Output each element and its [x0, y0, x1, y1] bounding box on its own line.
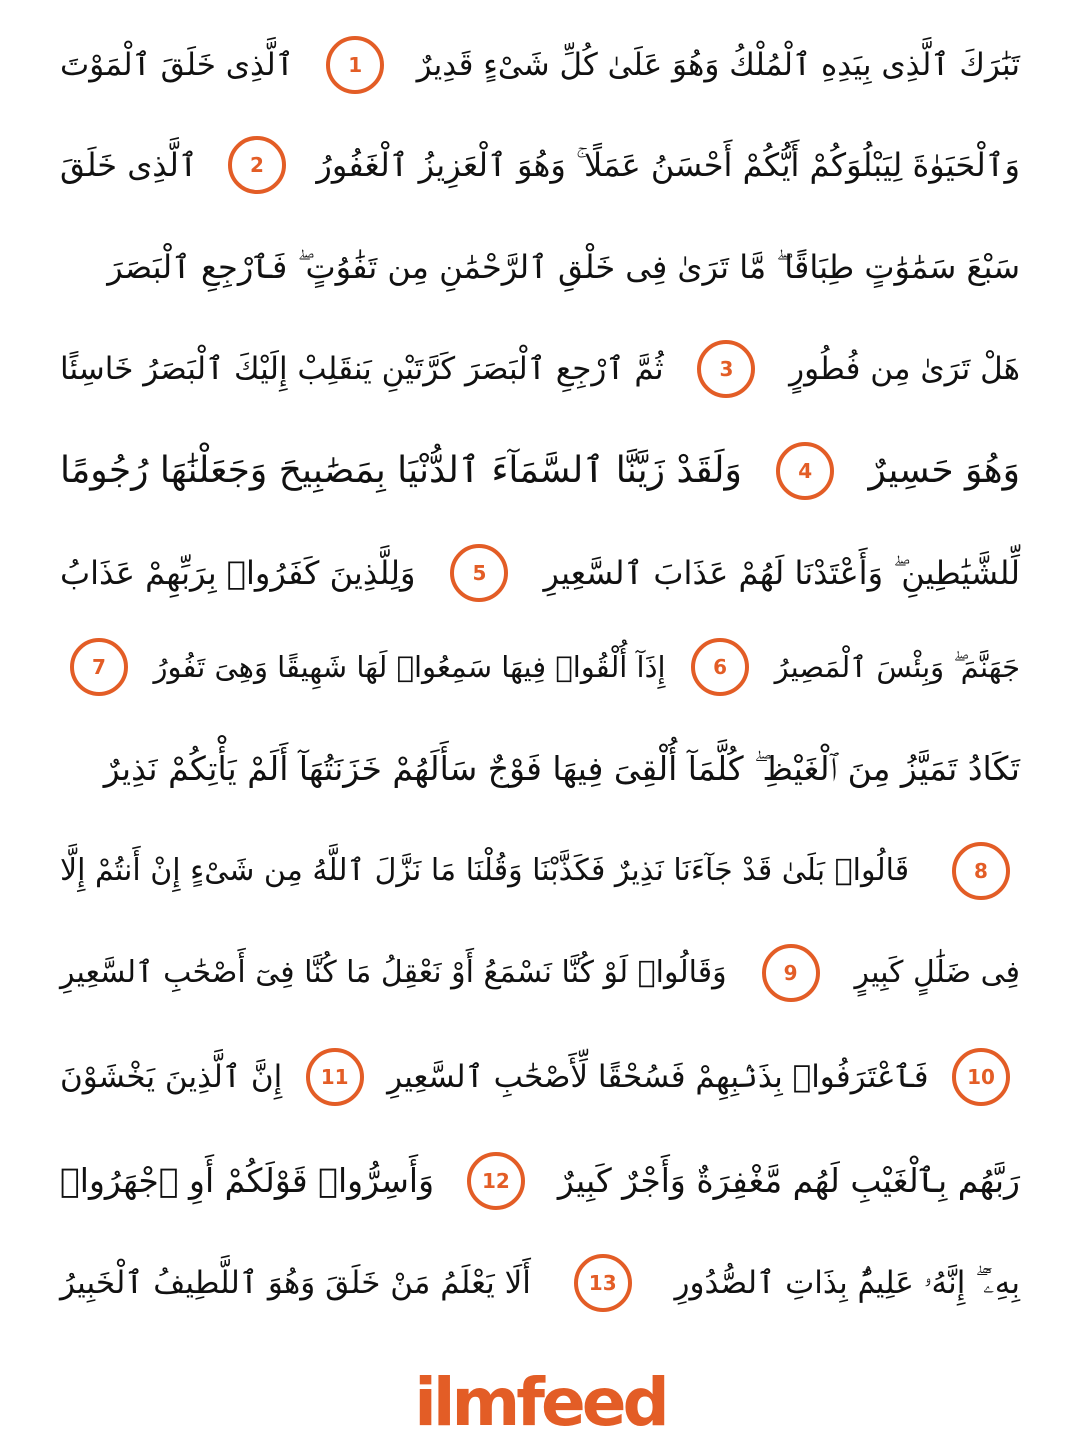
verse-text: فِى ضَلَٰلٍ كَبِيرٍ — [854, 955, 1020, 990]
ayah-number: 13 — [588, 1271, 617, 1295]
verse-text: لِّلشَّيَٰطِينِ ۖ وَأَعْتَدْنَا لَهُمْ عَذَابَ ٱلسَّعِيرِ — [543, 554, 1020, 592]
ayah-number-marker — [228, 136, 286, 194]
verse-text: وَهُوَ حَسِيرٌ — [868, 450, 1020, 491]
ayah-number-marker — [450, 544, 508, 602]
verse-text: إِذَآ أُلْقُوا۟ فِيهَا سَمِعُوا۟ لَهَا شَهِيقًا وَهِىَ تَفُورُ — [153, 650, 666, 684]
ayah-number: 7 — [92, 655, 106, 679]
verse-line — [60, 222, 1020, 312]
verse-text: وَٱلْحَيَوٰةَ لِيَبْلُوَكُمْ أَيُّكُمْ أَحْسَنُ عَمَلًا ۚ وَهُوَ ٱلْعَزِيزُ ٱلْغَفُورُ — [316, 146, 1020, 184]
verse-text: وَلِلَّذِينَ كَفَرُوا۟ بِرَبِّهِمْ عَذَابُ — [60, 554, 416, 592]
ayah-number-marker — [574, 1254, 632, 1312]
verse-text: إِنَّ ٱلَّذِينَ يَخْشَوْنَ — [60, 1059, 283, 1095]
verse-text: ٱلَّذِى خَلَقَ ٱلْمَوْتَ — [60, 47, 294, 83]
verse-line — [60, 1136, 1020, 1226]
ayah-number-marker — [952, 1048, 1010, 1106]
ayah-number: 12 — [482, 1169, 510, 1193]
ayah-number-marker — [762, 944, 820, 1002]
ilmfeed-logo: ilmfeed — [414, 1364, 666, 1441]
verse-text: تَكَادُ تَمَيَّزُ مِنَ ٱلْغَيْظِ ۖ كُلَّمَآ أُلْقِىَ فِيهَا فَوْجٌ سَأَلَهُمْ خَزَنَتُهَآ أَلَمْ يَأْتِكُمْ نَذِيرٌ — [103, 749, 1020, 788]
verse-line — [60, 724, 1020, 814]
ayah-number-marker — [326, 36, 384, 94]
ayah-number: 1 — [348, 53, 363, 77]
verse-text: ثُمَّ ٱرْجِعِ ٱلْبَصَرَ كَرَّتَيْنِ يَنقَلِبْ إِلَيْكَ ٱلْبَصَرُ خَاسِئًا — [60, 351, 664, 387]
verse-line — [60, 528, 1020, 618]
verse-text: رَبَّهُم بِٱلْغَيْبِ لَهُم مَّغْفِرَةٌ وَأَجْرٌ كَبِيرٌ — [557, 1161, 1020, 1200]
ayah-number: 8 — [974, 859, 988, 883]
verse-line — [60, 826, 1020, 916]
verse-text: سَبْعَ سَمَٰوَٰتٍ طِبَاقًا ۖ مَّا تَرَىٰ فِى خَلْقِ ٱلرَّحْمَٰنِ مِن تَفَٰوُتٍ ۖ فَٱرْجِعِ ٱلْبَصَرَ — [107, 248, 1020, 286]
verse-text: جَهَنَّمَ ۖ وَبِئْسَ ٱلْمَصِيرُ — [774, 650, 1020, 684]
ayah-number-marker — [306, 1048, 364, 1106]
ayah-number: 5 — [472, 561, 487, 585]
ayah-number: 11 — [320, 1065, 349, 1089]
ayah-number-marker — [467, 1152, 525, 1210]
verse-line — [60, 1238, 1020, 1328]
ayah-number-marker — [776, 442, 834, 500]
ayah-number: 4 — [798, 459, 813, 483]
verse-line — [60, 622, 1020, 712]
ayah-number-marker — [952, 842, 1010, 900]
verse-text: هَلْ تَرَىٰ مِن فُطُورٍ — [789, 351, 1020, 387]
verse-line — [60, 20, 1020, 110]
verse-text: وَلَقَدْ زَيَّنَّا ٱلسَّمَآءَ ٱلدُّنْيَا بِمَصَٰبِيحَ وَجَعَلْنَٰهَا رُجُومًا — [60, 450, 742, 491]
verse-line — [60, 426, 1020, 516]
verse-line — [60, 928, 1020, 1018]
verse-text: قَالُوا۟ بَلَىٰ قَدْ جَآءَنَا نَذِيرٌ فَكَذَّبْنَا وَقُلْنَا مَا نَزَّلَ ٱللَّهُ مِن شَىْءٍ إِنْ أَنتُمْ إِلَّا — [60, 853, 910, 888]
verse-text: وَقَالُوا۟ لَوْ كُنَّا نَسْمَعُ أَوْ نَعْقِلُ مَا كُنَّا فِىٓ أَصْحَٰبِ ٱلسَّعِيرِ — [60, 955, 727, 990]
verse-text: أَلَا يَعْلَمُ مَنْ خَلَقَ وَهُوَ ٱللَّطِيفُ ٱلْخَبِيرُ — [60, 1265, 531, 1301]
verse-text: وَأَسِرُّوا۟ قَوْلَكُمْ أَوِ ٱجْهَرُوا۟ — [60, 1161, 435, 1200]
ayah-number: 3 — [719, 357, 734, 381]
verse-line — [60, 324, 1020, 414]
ayah-number: 6 — [713, 655, 728, 679]
verse-text: بِهِۦٓ ۖ إِنَّهُۥ عَلِيمٌۢ بِذَاتِ ٱلصُّدُورِ — [674, 1265, 1020, 1301]
verse-line — [60, 120, 1020, 210]
ayah-number: 9 — [783, 961, 798, 985]
ayah-number-marker — [697, 340, 755, 398]
verse-line — [60, 1032, 1020, 1122]
verse-text: ٱلَّذِى خَلَقَ — [60, 146, 198, 184]
verse-text: تَبَٰرَكَ ٱلَّذِى بِيَدِهِ ٱلْمُلْكُ وَهُوَ عَلَىٰ كُلِّ شَىْءٍ قَدِيرٌ — [416, 47, 1020, 83]
ayah-number-marker — [691, 638, 749, 696]
ayah-number: 2 — [250, 153, 264, 177]
verse-text: فَٱعْتَرَفُوا۟ بِذَنۢبِهِمْ فَسُحْقًا لِّأَصْحَٰبِ ٱلسَّعِيرِ — [387, 1059, 929, 1095]
ayah-number: 10 — [967, 1065, 995, 1089]
ayah-number-marker — [70, 638, 128, 696]
